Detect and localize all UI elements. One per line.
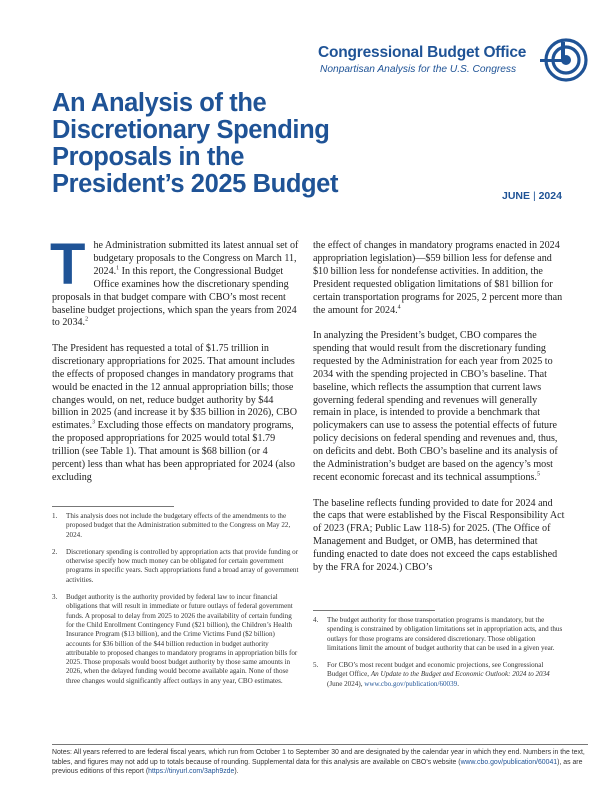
baseline-text: The baseline reflects funding provided to date for 2024 and the caps that were established by the Fiscal Responsibility Act of 2023 (FRA; Public Law 118-5) for 2025. (The Office of Management and Budget, or OMB, has determined that funding enacted to date does not exceed the caps established by the FRA for 2024.) CBO’s [313, 497, 565, 574]
footnote-2 [52, 548, 300, 585]
footnote-text: Budget authority is the authority provided by federal law to incur financial obligations that will result in immediate or future outlays of federal government funds. A proposal to delay from 2025 to 2026 the availability of certain funding for the Child Enrollment Contingency Fund ($21 billion), the Children’s Health Insurance Program ($13 billion), and the Crime Victims Fund ($2 billion) accounts for $36 billion of the $44 billion reduction in budget authority attributable to proposed changes to mandatory programs in appropriation bills for 2025. Those proposals would boost budget authority by those same amounts in 2026, when the delayed funding would become available again. None of those three changes would significantly affect outlays in any year, CBO estimates. [66, 593, 298, 685]
footnote-number: 5. [313, 661, 319, 670]
footnote-ref-1[interactable]: 1 [116, 265, 120, 272]
footnote-3 [52, 593, 300, 686]
footnote-ref-4[interactable]: 4 [397, 304, 401, 311]
org-tagline: Nonpartisan Analysis for the U.S. Congress [320, 64, 517, 75]
body-column-right [313, 240, 565, 588]
paragraph-request-continued [313, 240, 565, 317]
footnote-text: Discretionary spending is controlled by appropriation acts that provide funding or otherwise specify how much money can be obligated for certain government programs in specific years. Such appropriations fund a broad array of government activities. [66, 547, 299, 584]
footnote-text: The budget authority for those transportation programs is mandatory, but the spending is constrained by obligation limitations set in appropriation acts, and thus outlays for those programs are considered discretionary. Those obligation limitations limit the amount of budget authority that can be used in a given year. [327, 616, 563, 652]
page-notes [52, 748, 592, 777]
report-title [52, 90, 392, 198]
cbo-logo-icon [540, 36, 588, 84]
paragraph-analysis [313, 330, 565, 485]
date-month: JUNE [502, 190, 531, 202]
date-separator: | [532, 190, 536, 202]
footnote-5-publication-title: An Update to the Budget and Economic Outlook: 2024 to 2034 [370, 670, 550, 679]
title-line-4: President’s 2025 Budget [52, 170, 339, 198]
footnote-number: 1. [52, 512, 58, 520]
paragraph-intro [50, 232, 302, 330]
footnote-5-text-b: (June 2024), [327, 679, 365, 688]
intro-text-b: In this report, the Congressional Budget Office examines how the discretionary spending proposals in that budget compare with CBO’s most recent baseline budget projections, which span the years from 2024 to 2034. [52, 265, 297, 329]
body-column-left [50, 232, 302, 498]
notes-text-a: Notes: All years referred to are federal fiscal years, which run from October 1 to September 30 and are designated by the calendar year in which they end. Numbers in the text, tables, and figures may not add up to totals because of rounding. Supplemental data for this analysis are available on CBO’s website ( [52, 749, 585, 766]
title-line-3: Proposals in the [52, 143, 244, 171]
footnote-ref-2[interactable]: 2 [85, 317, 89, 324]
footnote-1 [52, 512, 300, 540]
footnote-ref-5[interactable]: 5 [536, 471, 540, 478]
title-line-1: An Analysis of the [52, 89, 267, 117]
date-year: 2024 [538, 190, 562, 202]
notes-link-previous-editions[interactable]: https://tinyurl.com/3aph9zde [148, 768, 235, 776]
footnote-5-end: . [457, 679, 459, 688]
footnote-5-text-a: For CBO’s most recent budget and economic projections, see Congressional Budget Office, [327, 661, 544, 679]
drop-cap: T [50, 232, 86, 297]
footnote-5 [313, 661, 563, 689]
footnote-4 [313, 616, 563, 653]
footnotes-right [313, 616, 563, 697]
footnote-number: 4. [313, 616, 319, 624]
request-text-b: Excluding those effects on mandatory programs, the proposed appropriations for 2025 would total $1.79 trillion (see Table 1). That amount is $68 billion (or 4 percent) less than what has been appropriated for 2024 (also excluding [52, 420, 296, 483]
notes-divider [52, 744, 588, 745]
request-continued-text: the effect of changes in mandatory programs enacted in 2024 appropriation legislation)—$59 billion less for defense and $10 billion less for nondefense activities. In addition, the President requested obligation limitations of $81 billion for certain transportation programs for 2025, 2 percent more than the amount for 2024. [313, 240, 563, 316]
footnote-ref-3[interactable]: 3 [92, 420, 96, 427]
footnote-text [327, 661, 563, 689]
request-text-a: The President has requested a total of $1.75 trillion in discretionary appropriations for 2025. That amount includes the effects of proposed changes in mandatory programs that would be enacted in the 12 annual appropriation bills; those changes would, on net, reduce budget authority by $44 billion in 2025 (and increase it by $35 billion in 2026), CBO estimates. [52, 342, 298, 432]
paragraph-baseline [313, 498, 565, 575]
footnote-text: This analysis does not include the budgetary effects of the amendments to the proposed budget that the Administration submitted to the Congress on May 22, 2024. [66, 512, 291, 539]
paragraph-request [52, 343, 302, 485]
footnote-number: 2. [52, 547, 58, 556]
report-date [502, 190, 562, 202]
notes-link-data[interactable]: www.cbo.gov/publication/60041 [460, 758, 558, 766]
analysis-text: In analyzing the President’s budget, CBO compares the spending that would result from the discretionary funding requested by the Administration for each year from 2025 to 2034 with the spending projected in CBO’s baseline. That baseline, which reflects the assumption that current laws governing federal spending and revenues will generally remain in place, is intended to provide a benchmark that policymakers can use to assess the potential effects of future policy decisions on federal spending and revenues and, thus, on deficits and debt. Both CBO’s baseline and its analysis of the Administration’s budget are based on the agency’s most recent economic forecast and its technical assumptions. [313, 330, 558, 483]
intro-text-a: he Administration submitted its latest annual set of budgetary proposals to the Congress on March 11, 2024. [93, 240, 299, 277]
org-name: Congressional Budget Office [318, 44, 527, 61]
footnotes-left [52, 512, 300, 694]
footnote-5-link[interactable]: www.cbo.gov/publication/60039 [364, 679, 458, 688]
footnote-number: 3. [52, 593, 58, 602]
footnote-divider-right [313, 610, 435, 611]
footnote-divider-left [52, 506, 174, 507]
notes-text-b: ), as are previous editions of this report ( [52, 758, 583, 776]
title-line-2: Discretionary Spending [52, 116, 330, 144]
notes-text-c: ). [234, 768, 239, 776]
